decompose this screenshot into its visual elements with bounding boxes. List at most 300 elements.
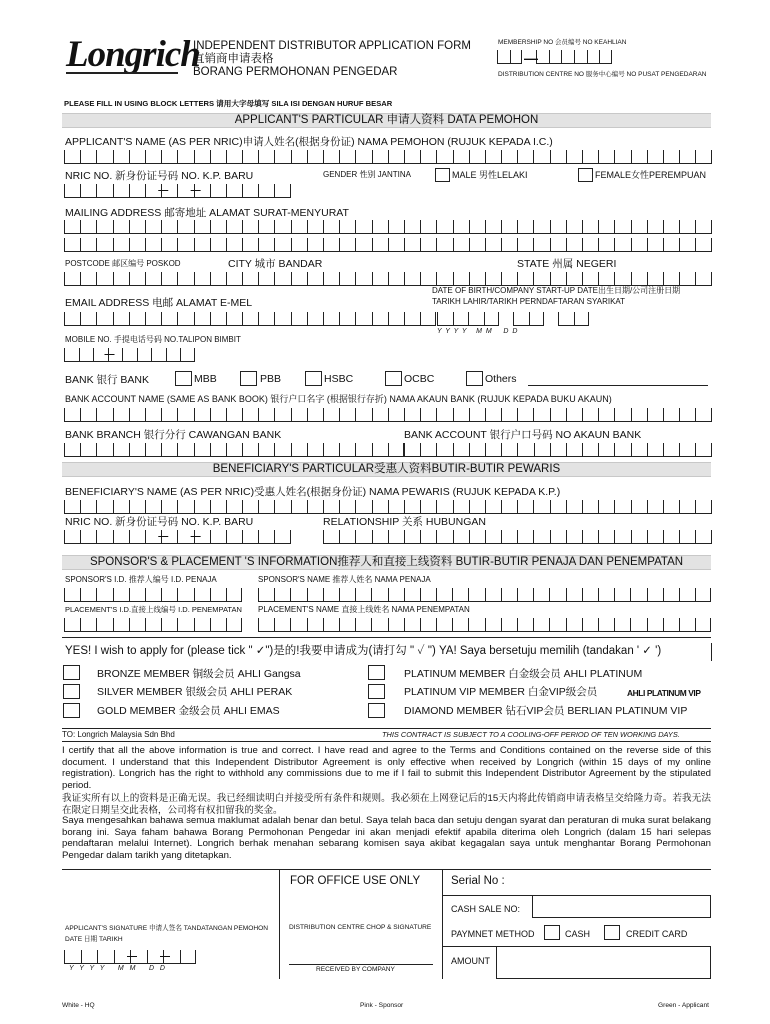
char-cell[interactable] (258, 312, 274, 326)
char-cell[interactable] (339, 530, 355, 544)
char-cell[interactable] (453, 150, 469, 164)
char-cell[interactable] (485, 500, 501, 514)
char-cell[interactable] (210, 618, 226, 632)
char-cell[interactable] (129, 272, 145, 286)
char-cell[interactable] (145, 618, 161, 632)
char-cell[interactable] (695, 220, 711, 234)
char-cell[interactable] (210, 150, 226, 164)
char-cell[interactable] (291, 150, 307, 164)
char-cell[interactable] (145, 272, 161, 286)
char-cell[interactable] (97, 950, 114, 964)
bank-pbb-checkbox[interactable] (240, 371, 257, 386)
char-cell[interactable] (80, 312, 96, 326)
char-cell[interactable] (129, 530, 145, 544)
char-cell[interactable] (420, 238, 436, 252)
char-cell[interactable] (372, 408, 388, 422)
char-cell-group[interactable] (404, 443, 712, 457)
char-cell[interactable] (485, 408, 501, 422)
char-cell[interactable] (533, 150, 549, 164)
char-cell[interactable] (566, 220, 582, 234)
char-cell[interactable] (436, 530, 452, 544)
bank-ocbc-checkbox[interactable] (385, 371, 402, 386)
char-cell[interactable] (582, 220, 598, 234)
char-cell-group[interactable] (64, 530, 291, 544)
char-cell[interactable] (582, 443, 598, 457)
char-cell[interactable] (372, 530, 388, 544)
char-cell[interactable] (372, 500, 388, 514)
char-cell[interactable] (501, 150, 517, 164)
char-cell[interactable] (631, 150, 647, 164)
platinum-checkbox[interactable] (368, 665, 385, 680)
char-cell[interactable] (274, 272, 290, 286)
char-cell[interactable] (630, 588, 646, 602)
char-cell[interactable] (113, 530, 129, 544)
char-cell[interactable] (194, 150, 210, 164)
char-cell[interactable] (226, 618, 242, 632)
char-cell[interactable] (679, 588, 695, 602)
char-cell[interactable] (436, 272, 452, 286)
male-checkbox[interactable] (435, 168, 450, 182)
char-cell[interactable] (323, 500, 339, 514)
char-cell[interactable] (404, 272, 420, 286)
char-cell[interactable] (210, 500, 226, 514)
char-cell[interactable] (210, 408, 226, 422)
char-cell-group[interactable] (64, 238, 712, 252)
char-cell[interactable] (242, 272, 258, 286)
char-cell[interactable] (113, 184, 129, 198)
char-cell[interactable] (64, 184, 80, 198)
gold-checkbox[interactable] (63, 703, 80, 718)
char-cell[interactable] (339, 312, 355, 326)
char-cell[interactable] (161, 220, 177, 234)
char-cell[interactable] (566, 272, 582, 286)
char-cell[interactable] (485, 618, 501, 632)
char-cell[interactable] (372, 220, 388, 234)
char-cell[interactable] (161, 588, 177, 602)
char-cell[interactable] (161, 618, 177, 632)
char-cell[interactable] (64, 348, 79, 362)
char-cell[interactable] (614, 272, 630, 286)
char-cell[interactable] (679, 443, 695, 457)
char-cell[interactable] (80, 443, 96, 457)
char-cell[interactable] (226, 500, 242, 514)
char-cell[interactable] (631, 408, 647, 422)
char-cell[interactable] (469, 238, 485, 252)
char-cell[interactable] (291, 238, 307, 252)
char-cell[interactable] (80, 238, 96, 252)
char-cell[interactable] (372, 443, 388, 457)
char-cell[interactable] (307, 408, 323, 422)
char-cell[interactable] (242, 530, 258, 544)
char-cell[interactable] (355, 443, 371, 457)
char-cell[interactable] (96, 184, 112, 198)
char-cell-group[interactable] (558, 312, 589, 326)
char-cell[interactable] (485, 238, 501, 252)
char-cell[interactable] (323, 443, 339, 457)
char-cell[interactable] (151, 348, 166, 362)
char-cell[interactable] (598, 443, 614, 457)
char-cell[interactable] (64, 950, 81, 964)
char-cell[interactable] (388, 272, 404, 286)
char-cell[interactable] (550, 220, 566, 234)
credit-card-checkbox[interactable] (604, 925, 620, 940)
char-cell[interactable] (574, 312, 590, 326)
char-cell[interactable] (404, 408, 420, 422)
char-cell[interactable] (598, 500, 614, 514)
char-cell[interactable] (372, 150, 388, 164)
char-cell[interactable] (388, 408, 404, 422)
char-cell[interactable] (113, 220, 129, 234)
char-cell[interactable] (96, 530, 112, 544)
char-cell[interactable] (177, 238, 193, 252)
char-cell[interactable] (663, 443, 679, 457)
char-cell[interactable] (695, 150, 711, 164)
char-cell[interactable] (501, 500, 517, 514)
char-cell[interactable] (113, 272, 129, 286)
char-cell[interactable] (355, 408, 371, 422)
char-cell[interactable] (307, 220, 323, 234)
char-cell[interactable] (81, 950, 98, 964)
char-cell[interactable] (647, 588, 663, 602)
char-cell[interactable] (587, 50, 600, 64)
char-cell[interactable] (194, 408, 210, 422)
char-cell[interactable] (566, 150, 582, 164)
char-cell[interactable] (485, 220, 501, 234)
char-cell-group[interactable] (437, 312, 499, 326)
char-cell[interactable] (372, 238, 388, 252)
char-cell[interactable] (679, 618, 695, 632)
char-cell[interactable] (631, 530, 647, 544)
char-cell[interactable] (582, 500, 598, 514)
char-cell[interactable] (372, 312, 388, 326)
char-cell[interactable] (517, 588, 533, 602)
char-cell[interactable] (64, 272, 80, 286)
char-cell[interactable] (630, 618, 646, 632)
char-cell[interactable] (372, 272, 388, 286)
char-cell[interactable] (161, 150, 177, 164)
char-cell[interactable] (631, 220, 647, 234)
char-cell-group[interactable] (513, 312, 544, 326)
char-cell[interactable] (436, 238, 452, 252)
char-cell-group[interactable] (64, 348, 195, 362)
char-cell[interactable] (80, 408, 96, 422)
char-cell[interactable] (631, 238, 647, 252)
char-cell[interactable] (145, 588, 161, 602)
char-cell[interactable] (96, 408, 112, 422)
char-cell[interactable] (145, 238, 161, 252)
char-cell[interactable] (291, 408, 307, 422)
char-cell[interactable] (96, 238, 112, 252)
char-cell[interactable] (533, 272, 549, 286)
char-cell[interactable] (598, 588, 614, 602)
cash-checkbox[interactable] (544, 925, 560, 940)
char-cell[interactable] (614, 238, 630, 252)
char-cell[interactable] (517, 500, 533, 514)
char-cell[interactable] (501, 408, 517, 422)
char-cell[interactable] (80, 500, 96, 514)
char-cell-group[interactable] (64, 312, 436, 326)
char-cell[interactable] (113, 312, 129, 326)
char-cell[interactable] (695, 588, 711, 602)
char-cell[interactable] (355, 500, 371, 514)
char-cell[interactable] (194, 588, 210, 602)
char-cell[interactable] (663, 272, 679, 286)
char-cell[interactable] (113, 588, 129, 602)
char-cell[interactable] (404, 238, 420, 252)
char-cell[interactable] (258, 220, 274, 234)
char-cell[interactable] (161, 443, 177, 457)
char-cell[interactable] (614, 500, 630, 514)
char-cell[interactable] (550, 530, 566, 544)
char-cell[interactable] (226, 220, 242, 234)
char-cell[interactable] (274, 500, 290, 514)
char-cell[interactable] (582, 238, 598, 252)
char-cell[interactable] (566, 618, 582, 632)
char-cell[interactable] (485, 588, 501, 602)
char-cell[interactable] (501, 443, 517, 457)
char-cell-group[interactable] (64, 443, 404, 457)
char-cell[interactable] (631, 500, 647, 514)
char-cell[interactable] (339, 618, 355, 632)
char-cell[interactable] (452, 618, 468, 632)
char-cell[interactable] (177, 312, 193, 326)
char-cell[interactable] (258, 443, 274, 457)
char-cell[interactable] (485, 150, 501, 164)
char-cell[interactable] (122, 348, 137, 362)
char-cell[interactable] (566, 530, 582, 544)
char-cell[interactable] (614, 150, 630, 164)
char-cell[interactable] (453, 238, 469, 252)
char-cell[interactable] (534, 443, 550, 457)
char-cell[interactable] (404, 530, 420, 544)
char-cell[interactable] (663, 408, 679, 422)
char-cell[interactable] (194, 272, 210, 286)
char-cell[interactable] (679, 220, 695, 234)
char-cell-group[interactable] (64, 150, 712, 164)
char-cell[interactable] (145, 443, 161, 457)
char-cell[interactable] (137, 348, 152, 362)
char-cell[interactable] (291, 500, 307, 514)
char-cell[interactable] (161, 500, 177, 514)
char-cell[interactable] (501, 220, 517, 234)
char-cell[interactable] (161, 238, 177, 252)
char-cell[interactable] (194, 238, 210, 252)
char-cell[interactable] (566, 238, 582, 252)
char-cell[interactable] (355, 618, 371, 632)
char-cell-group[interactable] (64, 220, 712, 234)
char-cell[interactable] (307, 588, 323, 602)
char-cell[interactable] (129, 312, 145, 326)
char-cell[interactable] (64, 500, 80, 514)
char-cell[interactable] (177, 500, 193, 514)
char-cell[interactable] (113, 150, 129, 164)
char-cell[interactable] (533, 408, 549, 422)
char-cell[interactable] (404, 312, 420, 326)
char-cell[interactable] (469, 408, 485, 422)
amount-field[interactable] (496, 946, 711, 979)
char-cell[interactable] (598, 238, 614, 252)
char-cell[interactable] (582, 588, 598, 602)
char-cell[interactable] (177, 443, 193, 457)
char-cell[interactable] (194, 500, 210, 514)
char-cell[interactable] (80, 272, 96, 286)
char-cell[interactable] (96, 443, 112, 457)
char-cell[interactable] (323, 238, 339, 252)
char-cell[interactable] (598, 408, 614, 422)
char-cell[interactable] (582, 618, 598, 632)
char-cell[interactable] (436, 618, 452, 632)
char-cell[interactable] (339, 150, 355, 164)
diamond-checkbox[interactable] (368, 703, 385, 718)
char-cell[interactable] (631, 272, 647, 286)
char-cell[interactable] (453, 530, 469, 544)
char-cell[interactable] (388, 150, 404, 164)
char-cell[interactable] (226, 588, 242, 602)
char-cell[interactable] (291, 220, 307, 234)
char-cell[interactable] (226, 150, 242, 164)
char-cell[interactable] (501, 272, 517, 286)
char-cell[interactable] (436, 408, 452, 422)
char-cell[interactable] (436, 500, 452, 514)
bronze-checkbox[interactable] (63, 665, 80, 680)
char-cell[interactable] (180, 950, 197, 964)
char-cell[interactable] (177, 618, 193, 632)
char-cell[interactable] (452, 588, 468, 602)
char-cell[interactable] (371, 618, 387, 632)
char-cell[interactable] (436, 588, 452, 602)
char-cell[interactable] (258, 500, 274, 514)
char-cell[interactable] (647, 220, 663, 234)
char-cell[interactable] (210, 184, 226, 198)
char-cell[interactable] (388, 220, 404, 234)
char-cell[interactable] (210, 220, 226, 234)
char-cell-group[interactable] (64, 184, 291, 198)
char-cell[interactable] (647, 408, 663, 422)
char-cell[interactable] (536, 50, 549, 64)
char-cell[interactable] (469, 500, 485, 514)
char-cell[interactable] (258, 618, 274, 632)
char-cell[interactable] (323, 150, 339, 164)
char-cell[interactable] (355, 530, 371, 544)
char-cell[interactable] (80, 618, 96, 632)
char-cell[interactable] (80, 530, 96, 544)
char-cell[interactable] (695, 500, 711, 514)
char-cell[interactable] (404, 220, 420, 234)
char-cell[interactable] (663, 150, 679, 164)
char-cell[interactable] (485, 272, 501, 286)
char-cell[interactable] (614, 530, 630, 544)
char-cell[interactable] (80, 184, 96, 198)
female-checkbox[interactable] (578, 168, 593, 182)
char-cell[interactable] (695, 238, 711, 252)
char-cell[interactable] (695, 618, 711, 632)
char-cell[interactable] (274, 443, 290, 457)
char-cell[interactable] (323, 408, 339, 422)
char-cell[interactable] (194, 220, 210, 234)
char-cell[interactable] (533, 530, 549, 544)
char-cell[interactable] (517, 238, 533, 252)
char-cell[interactable] (582, 150, 598, 164)
char-cell[interactable] (566, 408, 582, 422)
silver-checkbox[interactable] (63, 684, 80, 699)
char-cell[interactable] (574, 50, 587, 64)
char-cell[interactable] (663, 238, 679, 252)
char-cell[interactable] (355, 312, 371, 326)
char-cell[interactable] (517, 443, 533, 457)
char-cell[interactable] (566, 500, 582, 514)
char-cell[interactable] (64, 150, 80, 164)
char-cell[interactable] (242, 312, 258, 326)
char-cell[interactable] (161, 408, 177, 422)
char-cell[interactable] (437, 312, 453, 326)
char-cell[interactable] (129, 408, 145, 422)
char-cell-group[interactable] (64, 618, 242, 632)
char-cell[interactable] (226, 443, 242, 457)
char-cell[interactable] (129, 443, 145, 457)
char-cell[interactable] (258, 588, 274, 602)
char-cell[interactable] (80, 150, 96, 164)
char-cell[interactable] (323, 220, 339, 234)
char-cell[interactable] (339, 588, 355, 602)
char-cell[interactable] (453, 272, 469, 286)
char-cell[interactable] (501, 530, 517, 544)
char-cell[interactable] (339, 220, 355, 234)
char-cell-group[interactable] (64, 500, 712, 514)
char-cell[interactable] (323, 272, 339, 286)
char-cell[interactable] (517, 220, 533, 234)
char-cell[interactable] (180, 348, 195, 362)
bank-hsbc-checkbox[interactable] (305, 371, 322, 386)
char-cell[interactable] (355, 238, 371, 252)
char-cell[interactable] (242, 500, 258, 514)
char-cell[interactable] (290, 588, 306, 602)
char-cell[interactable] (679, 238, 695, 252)
char-cell[interactable] (549, 588, 565, 602)
char-cell[interactable] (388, 588, 404, 602)
platinum-vip-checkbox[interactable] (368, 684, 385, 699)
char-cell[interactable] (679, 500, 695, 514)
char-cell[interactable] (339, 272, 355, 286)
char-cell[interactable] (291, 443, 307, 457)
char-cell[interactable] (145, 312, 161, 326)
char-cell[interactable] (614, 618, 630, 632)
char-cell[interactable] (307, 272, 323, 286)
char-cell[interactable] (145, 408, 161, 422)
char-cell[interactable] (274, 184, 290, 198)
char-cell[interactable] (388, 618, 404, 632)
char-cell[interactable] (599, 50, 612, 64)
char-cell[interactable] (598, 618, 614, 632)
char-cell[interactable] (598, 220, 614, 234)
char-cell[interactable] (647, 150, 663, 164)
char-cell[interactable] (468, 312, 484, 326)
char-cell[interactable] (339, 408, 355, 422)
char-cell[interactable] (96, 500, 112, 514)
char-cell[interactable] (96, 618, 112, 632)
char-cell[interactable] (113, 500, 129, 514)
char-cell[interactable] (64, 408, 80, 422)
char-cell[interactable] (371, 588, 387, 602)
char-cell[interactable] (695, 272, 711, 286)
char-cell[interactable] (469, 272, 485, 286)
char-cell[interactable] (290, 618, 306, 632)
char-cell-group[interactable] (64, 408, 712, 422)
char-cell[interactable] (355, 272, 371, 286)
char-cell-group[interactable] (258, 618, 711, 632)
char-cell-group[interactable] (536, 50, 612, 64)
char-cell[interactable] (549, 50, 562, 64)
char-cell[interactable] (561, 50, 574, 64)
